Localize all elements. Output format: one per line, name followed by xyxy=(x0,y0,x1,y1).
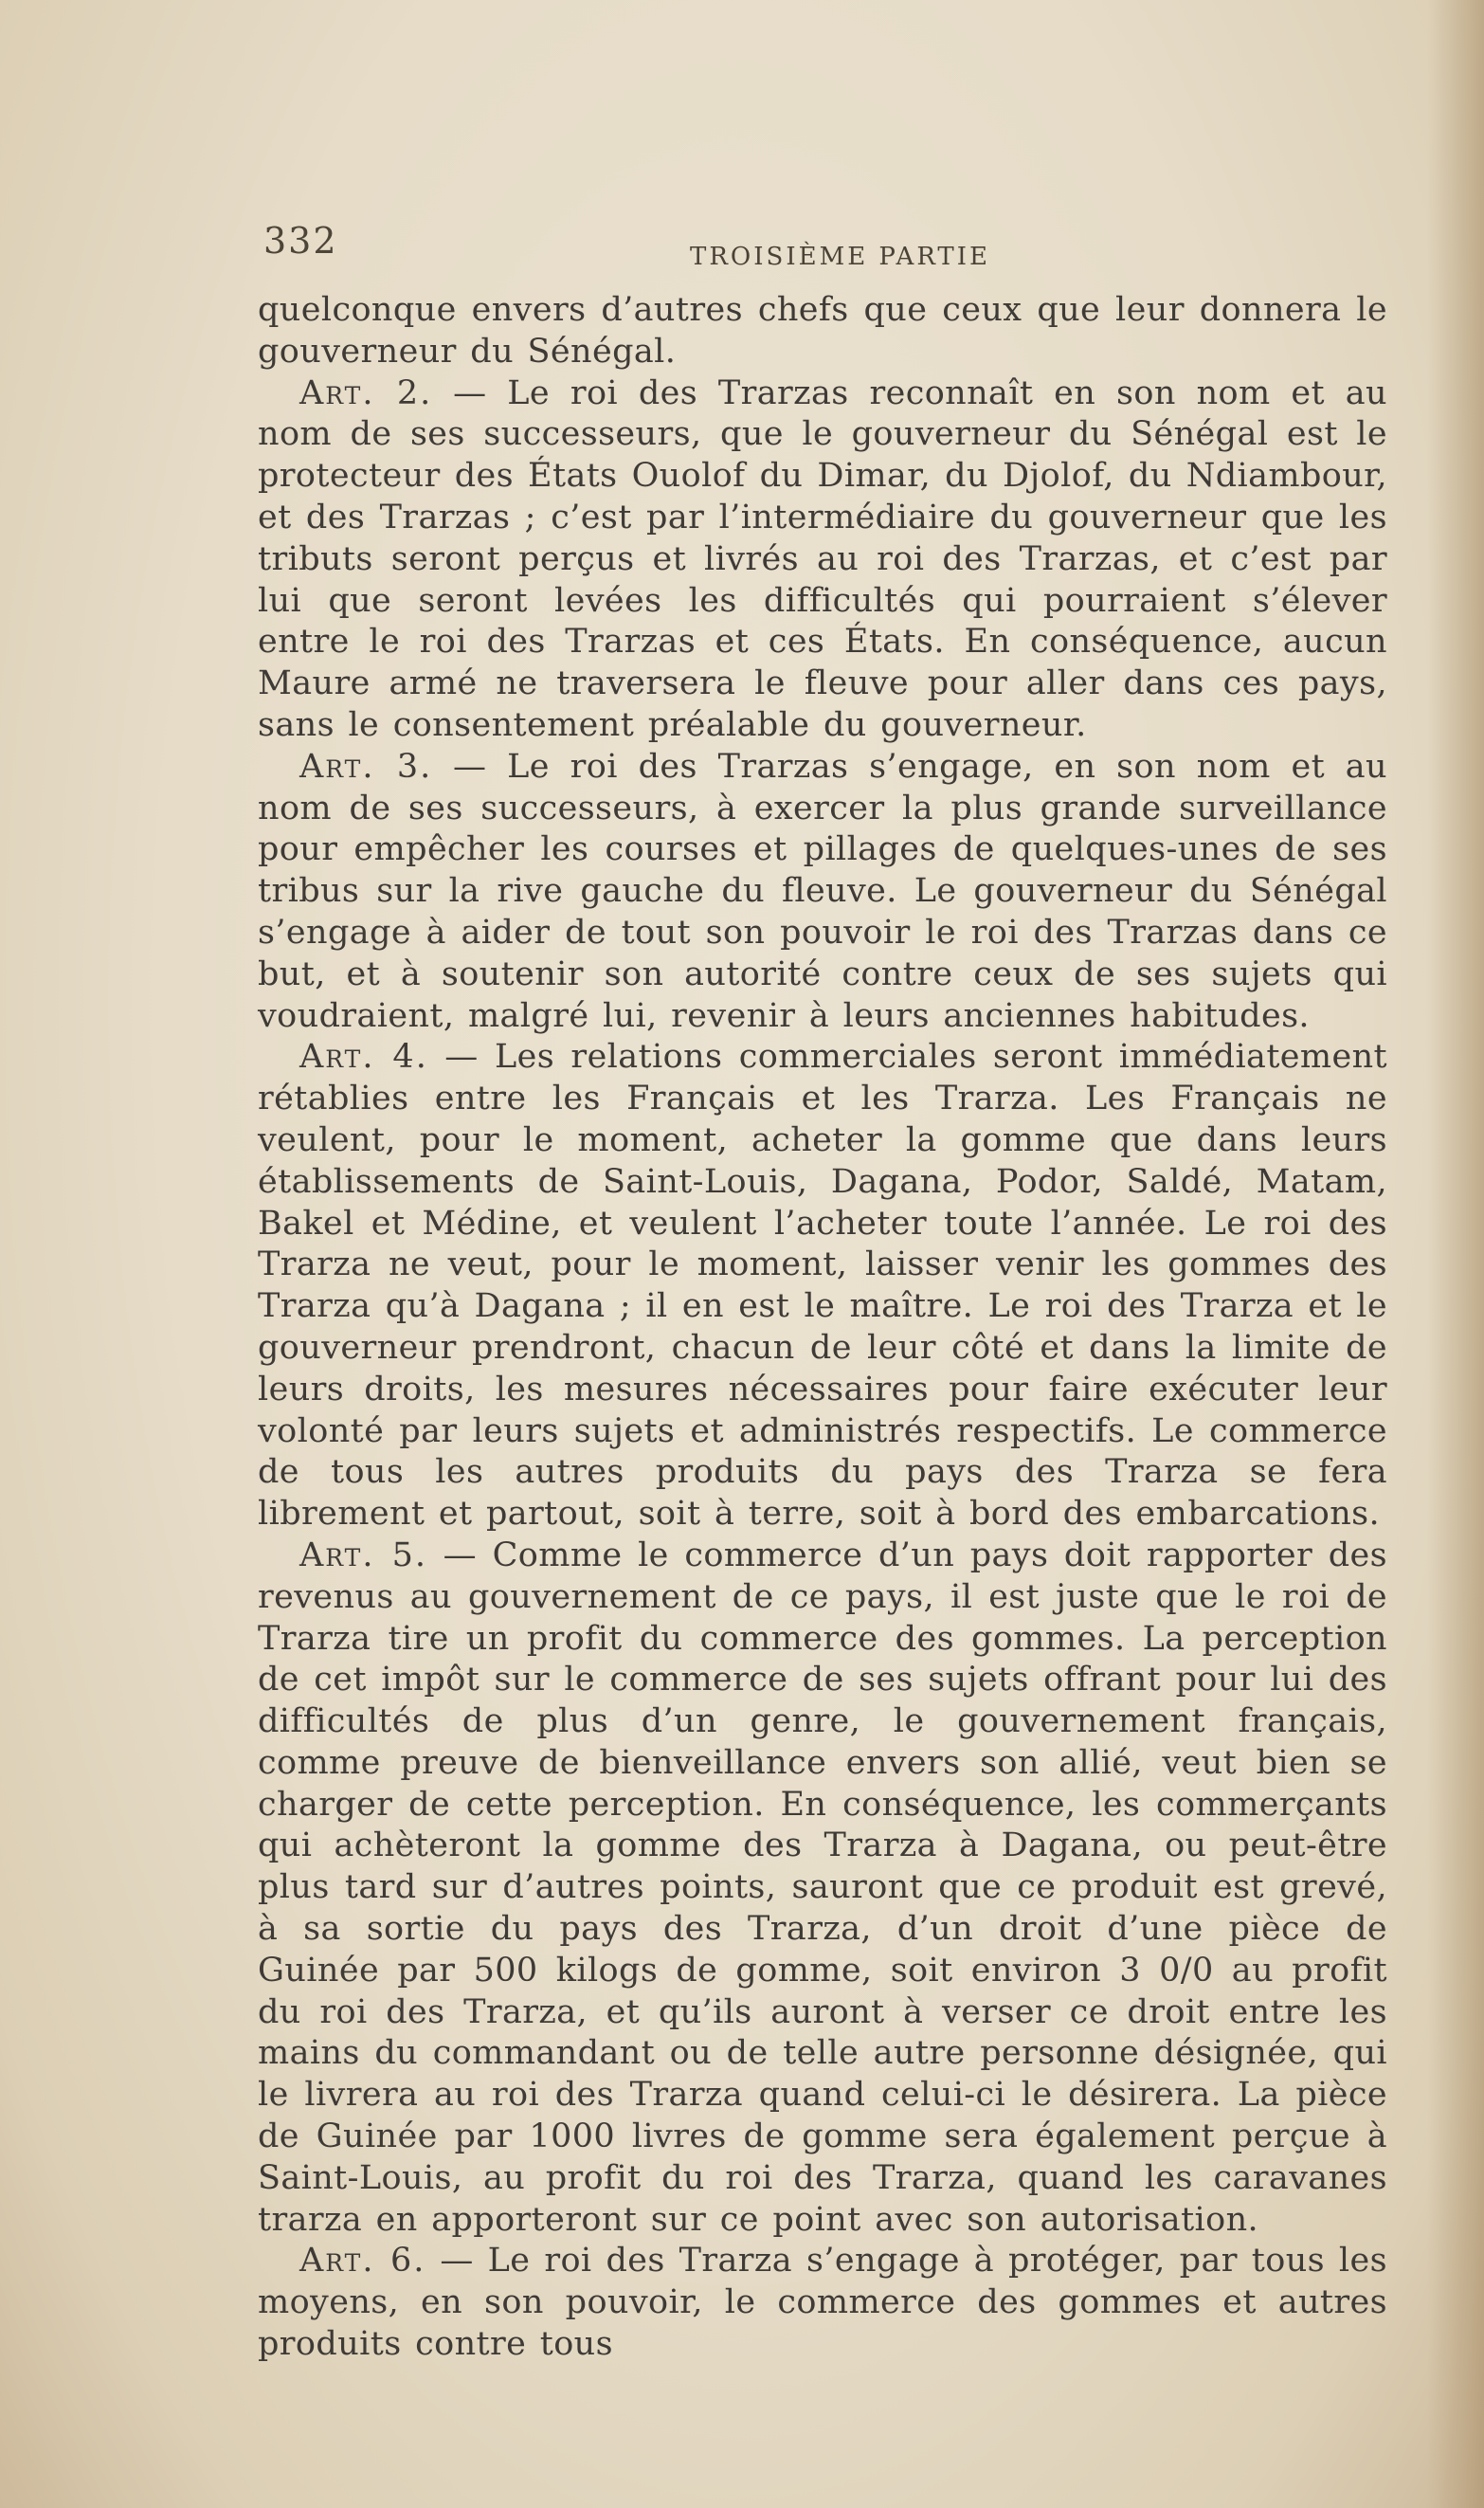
article-label: Art. 4. xyxy=(299,1038,428,1077)
article-5 xyxy=(258,1536,1387,2242)
paragraph-text: — Le roi des Trarza s’engage à protéger, par tous les moyens, en son pouvoir, le commerce des gommes et autres produits contre tous xyxy=(258,2242,1388,2364)
page-edge-shadow xyxy=(1427,0,1484,2508)
running-title: TROISIÈME PARTIE xyxy=(690,243,991,271)
paragraph-text: — Le roi des Trarzas reconnaît en son nom et au nom de ses successeurs, que le gouverneur du Sénégal est le protecteur des États Ouolof du Dimar, du Djolof, du Ndiambour, et des Trarzas ; c’est par l’intermédiaire du gouverneur que les tributs seront perçus et livrés au roi des Trarzas, et c’est par lui que seront levées les difficultés qui pourraient s’élever entre le roi des Trarzas et ces États. En conséquence, aucun Maure armé ne traversera le fleuve pour aller dans ces pays, sans le consentement préalable du gouverneur. xyxy=(258,373,1387,744)
page-header xyxy=(263,220,1391,277)
paragraph-continuation xyxy=(258,290,1387,373)
article-label: Art. 5. xyxy=(299,1536,428,1574)
article-4 xyxy=(258,1037,1387,1536)
paragraph-text: — Comme le commerce d’un pays doit rapporter des revenus au gouvernement de ce pays, il est juste que le roi de Trarza tire un profit du commerce des gommes. La perception de cet impôt sur le commerce de ses sujets offrant pour lui des difficultés de plus d’un genre, le gouvernement français, comme preuve de bienveillance envers son allié, veut bien se charger de cette perception. En conséquence, les commerçants qui achèteront la gomme des Trarza à Dagana, ou peut-être plus tard sur d’autres points, sauront que ce produit est grevé, à sa sortie du pays des Trarza, d’un droit d’une pièce de Guinée par 500 kilogs de gomme, soit environ 3 0/0 au profit du roi des Trarza, et qu’ils auront à verser ce droit entre les mains du commandant ou de telle autre personne désignée, qui le livrera au roi des Trarza quand celui-ci le désirera. La pièce de Guinée par 1000 livres de gomme sera également perçue à Saint-Louis, au profit du roi des Trarza, quand les caravanes trarza en apporteront sur ce point avec son autorisation. xyxy=(258,1536,1387,2239)
paragraph-text: quelconque envers d’autres chefs que ceux que leur donnera le gouverneur du Sénégal. xyxy=(258,291,1387,371)
article-2 xyxy=(258,373,1387,747)
article-3 xyxy=(258,747,1387,1038)
article-label: Art. 2. xyxy=(299,373,433,412)
page-number: 332 xyxy=(263,220,338,262)
body-text xyxy=(258,290,1387,2366)
article-label: Art. 6. xyxy=(299,2242,426,2281)
article-label: Art. 3. xyxy=(299,747,433,786)
article-6 xyxy=(258,2241,1387,2365)
paragraph-text: — Le roi des Trarzas s’engage, en son nom et au nom de ses successeurs, à exercer la plus grande surveillance pour empêcher les courses et pillages de quelques-unes de ses tribus sur la rive gauche du fleuve. Le gouverneur du Sénégal s’engage à aider de tout son pouvoir le roi des Trarzas dans ce but, et à soutenir son autorité contre ceux de ses sujets qui voudraient, malgré lui, revenir à leurs anciennes habitudes. xyxy=(258,747,1387,1035)
paragraph-text: — Les relations commerciales seront immédiatement rétablies entre les Français et les Trarza. Les Français ne veulent, pour le moment, acheter la gomme que dans leurs établissements de Saint-Louis, Dagana, Podor, Saldé, Matam, Bakel et Médine, et veulent l’acheter toute l’année. Le roi des Trarza ne veut, pour le moment, laisser venir les gommes des Trarza qu’à Dagana ; il en est le maître. Le roi des Trarza et le gouverneur prendront, chacun de leur côté et dans la limite de leurs droits, les mesures nécessaires pour faire exécuter leur volonté par leurs sujets et administrés respectifs. Le commerce de tous les autres produits du pays des Trarza se fera librement et partout, soit à terre, soit à bord des embarcations. xyxy=(258,1038,1388,1534)
